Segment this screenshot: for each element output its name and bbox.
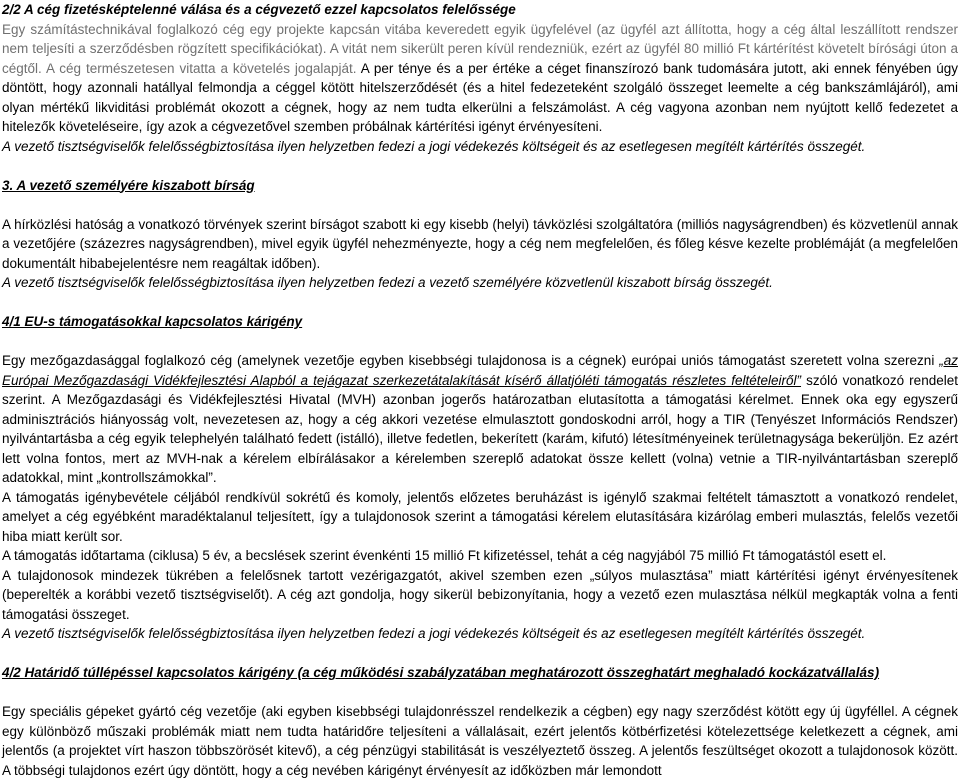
paragraph-body-text: A per ténye és a per értéke a céget finanszírozó bank tudomására jutott, aki ennek fényében úgy döntött, hogy azonnali hatállyal felmondja a céggel kötött hitelszerződését (és a hitel fedezeteként szolgáló összeget leemelte a cég bankszámlájáról), ami olyan mértékű likviditási problémát okozott a cégnek, hogy az nem tudta elkerülni a felszámolást. A cég vagyona azonban nem nyújtott kellő fedezetet a hitelezők követeléseire, így azok a cégvezetővel szemben próbálnak kártérítési igényt érvényesíteni. xyxy=(2,60,958,134)
paragraph-gray-text-2: A vitát nem sikerült peren kívül rendezniük, ezért az ügyfél 80 millió Ft kártérítést követelt bírósági úton a cégtől. A cég természetesen vitatta a követelés jogalapját. xyxy=(2,41,958,76)
section-4-1-paragraph-4: A tulajdonosok mindezek tükrében a felelősnek tartott vezérigazgatót, akivel szemben ezen „súlyos mulasztása” miatt kártérítési igényt érvényesítenek (beperelték a korábbi vezető tisztségviselőt). A cég azt gondolja, hogy sikerül bebizonyítania, hogy a vezető ezen mulasztása nélkül megkapták volna a fenti támogatási összeget. xyxy=(2,567,958,622)
paragraph-gray-text: Egy számítástechnikával foglalkozó cég egy projekte kapcsán vitába keveredett egyik ügyfelével (az ügyfél azt állította, hogy a cég által leszállított rendszer nem teljesíti a szerződésben rögzített specifikációkat). xyxy=(2,21,958,56)
paragraph-text-continued: szóló vonatkozó rendelet szerint. A Mezőgazdasági és Vidékfejlesztési Hivatal (MVH) azonban jogerős határozatban elutasította a támogatási kérelmet. Ennek oka egy egyszerű adminisztrációs hiányosság volt, nevezetesen az, hogy a cég akkori vezetése elmulasztott gondoskodni arról, hogy a TIR (Tenyészet Információs Rendszer) nyilvántartásba a cég egyik telephelyén található fedett (istálló), illetve fedetlen, bekerített (karám, kifutó) létesítményeinek területnagysága bekerüljön. Ez azért lett volna fontos, mert az MVH-nak a kérelem elbírálásakor a kérelemben szereplő adatokat össze kellett (volna) vetnie a TIR-nyilvántartásban szereplő adatokkal, mint „kontrollszámokkal”. xyxy=(2,372,958,485)
section-4-1-paragraph-3: A támogatás időtartama (ciklusa) 5 év, a becslések szerint évenkénti 15 millió Ft kifizetéssel, tehát a cég nagyjából 75 millió Ft támogatástól esett el. xyxy=(2,548,887,563)
section-3-paragraph: A hírközlési hatóság a vonatkozó törvények szerint bírságot szabott ki egy kisebb (helyi) távközlési szolgáltatóra (milliós nagyságrendben) és közvetlenül annak a vezetőjére (százezres nagyságrendben), mivel egyik ügyfél nehezményezte, hogy a cég nem megfelelően, és főleg késve kezelte problémáját (a megfelelően dokumentált hibabejelentésre nem reagáltak időben). xyxy=(2,216,958,271)
section-4-1-insurance-note: A vezető tisztségviselők felelősségbiztosítása ilyen helyzetben fedezi a jogi védekezés költségeit és az esetlegesen megítélt kártérítés összegét. xyxy=(2,626,866,641)
section-2-2-paragraph xyxy=(2,20,958,137)
paragraph-text: Egy mezőgazdasággal foglalkozó cég (amelynek vezetője egyben kisebbségi tulajdonosa is a cégnek) európai uniós támogatást szeretett volna szerezni xyxy=(2,353,940,368)
section-4-1-paragraph-2: A támogatás igénybevétele céljából rendkívül sokrétű és komoly, jelentős előzetes beruházást is igénylő szakmai feltételt támasztott a vonatkozó rendelet, amelyet a cég egyébként maradéktalanul teljesített, így a tulajdonosok szerint a támogatási kérelem elutasítására kizárólag emberi mulasztás, felelős vezetői hiba miatt került sor. xyxy=(2,489,958,544)
section-4-2-paragraph: Egy speciális gépeket gyártó cég vezetője (aki egyben kisebbségi tulajdonrésszel rendelkezik a cégben) egy nagy szerződést kötött egy új ügyféllel. A cégnek egy különböző műszaki problémák miatt nem tudta határidőre teljesíteni a vállalásait, ezért jelentős kötbérfizetési kötelezettsége keletkezett a cégnek, ami jelentős (a projektet vírt haszon többszörösét kitevő), a cég pénzügyi stabilitását is veszélyeztető összeg. A jelentős feszültséget okozott a tulajdonosok között. A többségi tulajdonos ezért úgy döntött, hogy a cég nevében kárigényt érvényesít az időközben már lemondott xyxy=(2,704,958,778)
section-3-insurance-note: A vezető tisztségviselők felelősségbiztosítása ilyen helyzetben fedezi a vezető személyére közvetlenül kiszabott bírság összegét. xyxy=(2,275,773,290)
section-heading-2-2: 2/2 A cég fizetésképtelenné válása és a cégvezető ezzel kapcsolatos felelőssége xyxy=(2,2,516,17)
section-2-2-insurance-note: A vezető tisztségviselők felelősségbiztosítása ilyen helyzetben fedezi a jogi védekezés költségeit és az esetlegesen megítélt kártérítés összegét. xyxy=(2,138,866,154)
section-4-1-paragraph-1 xyxy=(2,351,958,488)
section-heading-4-1: 4/1 EU-s támogatásokkal kapcsolatos kárigény xyxy=(2,314,303,329)
document-page xyxy=(2,0,958,780)
section-heading-3: 3. A vezető személyére kiszabott bírság xyxy=(2,177,255,193)
section-heading-4-2: 4/2 Határidő túllépéssel kapcsolatos kárigény (a cég működési szabályzatában meghatározott összeghatárt meghaladó kockázatvállalás) xyxy=(2,665,880,680)
regulation-title: „az Európai Mezőgazdasági Vidékfejlesztési Alapból a tejágazat szerkezetátalakítását kísérő állatjóléti támogatás részletes feltételeiről” xyxy=(2,353,958,388)
